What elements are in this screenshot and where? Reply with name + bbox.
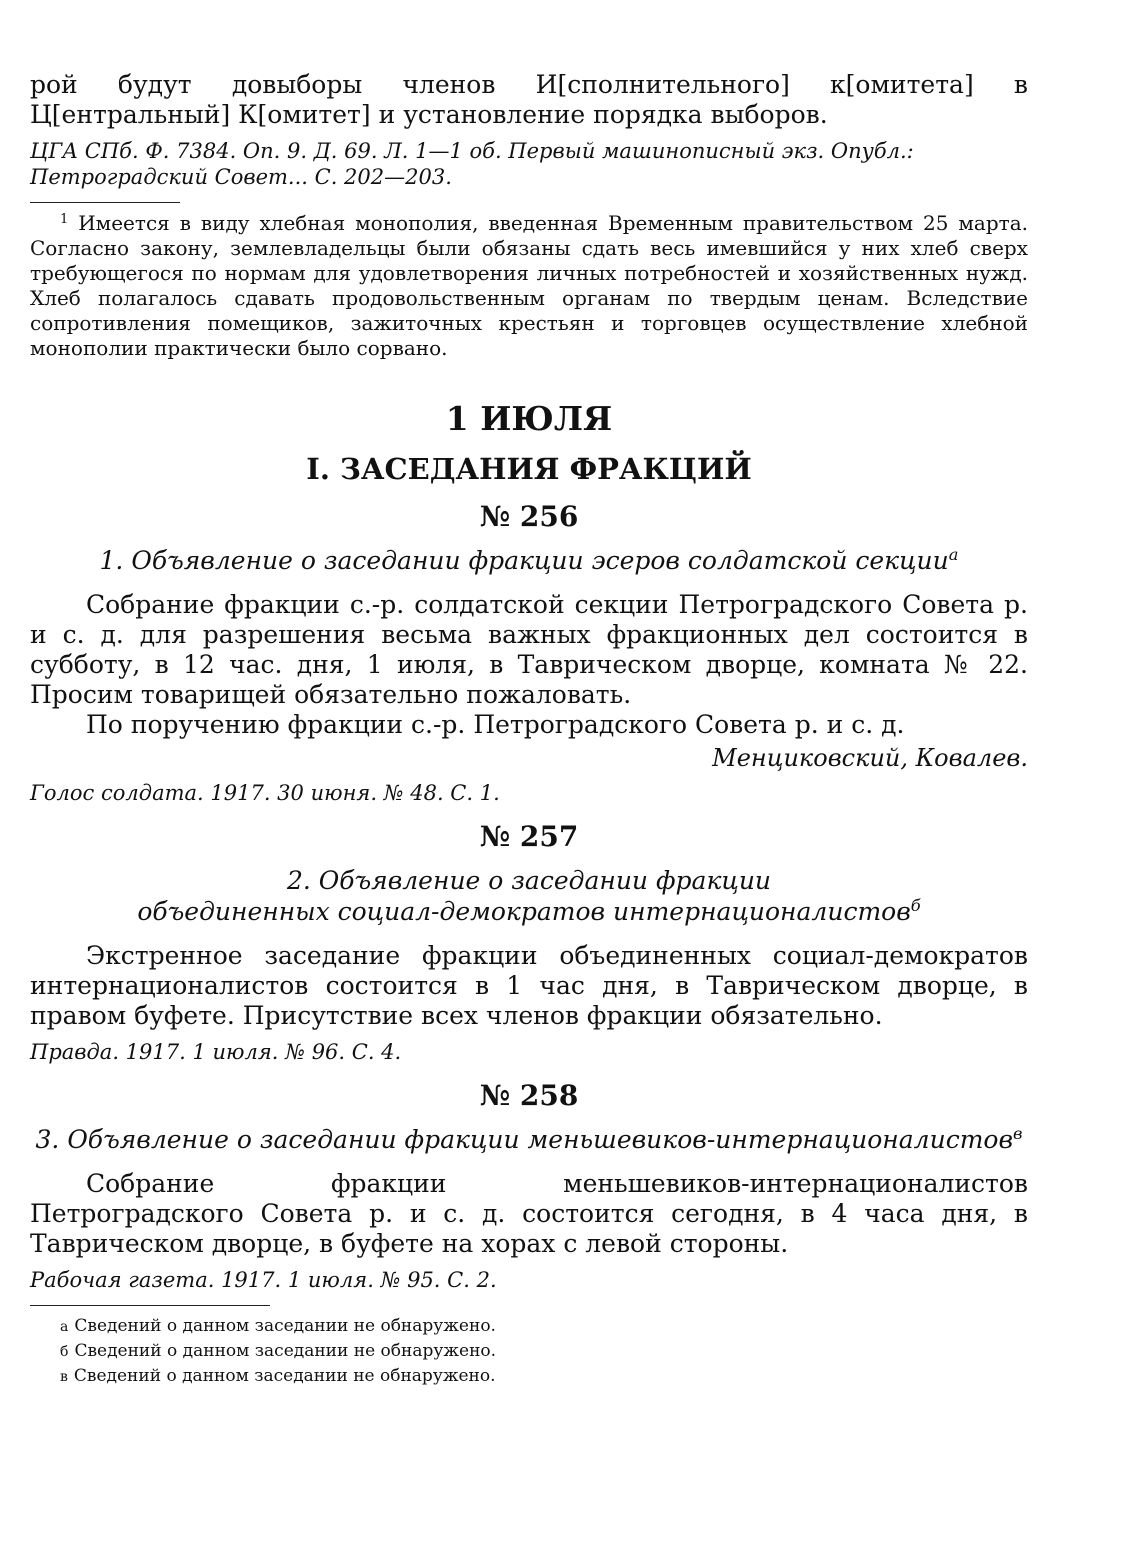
footnote-1-marker: 1 bbox=[60, 211, 69, 227]
footnote-1 bbox=[30, 211, 1028, 361]
footnote-1-text: Имеется в виду хлебная монополия, введенная Временным правительством 25 марта. Согласно закону, землевладельцы были обязаны сдать весь имевшийся у них хлеб сверх требующегося по нормам для удовлетворения личных потребностей и хозяйственных нужд. Хлеб полагалось сдавать продовольственным органам по твердым ценам. Вследствие сопротивления помещиков, зажиточных крестьян и торговцев осуществление хлебной монополии практически было сорвано. bbox=[30, 211, 1029, 360]
note-c bbox=[30, 1364, 1028, 1389]
doc-257-number: № 257 bbox=[479, 820, 579, 853]
doc-256-title-text: 1. Объявление о заседании фракции эсеров солдатской секции bbox=[99, 546, 949, 575]
intro-paragraph: рой будут довыборы членов И[сполнительного] к[омитета] в Ц[ентральный] К[омитет] и установление порядка выборов. bbox=[30, 70, 1028, 129]
note-b bbox=[30, 1339, 1028, 1364]
doc-256-title bbox=[30, 545, 1028, 576]
doc-256-signature: Менциковский, Ковалев. bbox=[712, 744, 1028, 772]
doc-258-number: № 258 bbox=[479, 1079, 579, 1112]
doc-257-source: Правда. 1917. 1 июля. № 96. С. 4. bbox=[30, 1040, 402, 1064]
footnote-divider bbox=[30, 202, 180, 203]
doc-257-title-line2: объединенных социал-демократов интернационалистов bbox=[137, 897, 911, 926]
note-a bbox=[30, 1314, 1028, 1339]
doc-258-source: Рабочая газета. 1917. 1 июля. № 95. С. 2. bbox=[30, 1268, 497, 1292]
doc-256-title-marker: а bbox=[948, 545, 959, 565]
doc-258-title-marker: в bbox=[1013, 1124, 1023, 1144]
doc-257-title-line1: 2. Объявление о заседании фракции bbox=[286, 866, 772, 895]
notes-divider bbox=[30, 1305, 270, 1306]
note-c-text: Сведений о данном заседании не обнаружено. bbox=[73, 1366, 496, 1386]
note-b-text: Сведений о данном заседании не обнаружено. bbox=[74, 1341, 497, 1361]
doc-257-title bbox=[30, 865, 1028, 927]
note-b-marker: б bbox=[60, 1344, 69, 1360]
doc-256-paragraph-1: Собрание фракции с.-р. солдатской секции Петроградского Совета р. и с. д. для разрешения весьма важных фракционных дел состоится в субботу, в 12 час. дня, 1 июля, в Таврическом дворце, комната № 22. Просим товарищей обязательно пожаловать. bbox=[30, 590, 1028, 709]
intro-source: ЦГА СПб. Ф. 7384. Оп. 9. Д. 69. Л. 1—1 об. Первый машинописный экз. Опубл.: Петроградский Совет... С. 202—203. bbox=[30, 139, 914, 189]
doc-258-title-text: 3. Объявление о заседании фракции меньшевиков-интернационалистов bbox=[35, 1125, 1014, 1154]
doc-257-paragraph-1: Экстренное заседание фракции объединенных социал-демократов интернационалистов состоится в 1 час дня, в Таврическом дворце, в правом буфете. Присутствие всех членов фракции обязательно. bbox=[30, 941, 1028, 1030]
section-heading: I. ЗАСЕДАНИЯ ФРАКЦИЙ bbox=[306, 452, 752, 486]
note-a-text: Сведений о данном заседании не обнаружено. bbox=[74, 1316, 496, 1336]
doc-256-number: № 256 bbox=[479, 500, 579, 533]
note-c-marker: в bbox=[60, 1369, 68, 1385]
doc-256-paragraph-2: По поручению фракции с.-р. Петроградского Совета р. и с. д. bbox=[86, 710, 905, 739]
doc-256-source: Голос солдата. 1917. 30 июня. № 48. С. 1. bbox=[30, 781, 500, 805]
date-heading: 1 ИЮЛЯ bbox=[445, 399, 613, 438]
doc-258-paragraph-1: Собрание фракции меньшевиков-интернационалистов Петроградского Совета р. и с. д. состоится сегодня, в 4 часа дня, в Таврическом дворце, в буфете на хорах с левой стороны. bbox=[30, 1169, 1028, 1258]
editorial-notes bbox=[30, 1314, 1028, 1389]
doc-257-title-marker: б bbox=[910, 896, 921, 916]
note-a-marker: а bbox=[60, 1319, 69, 1335]
doc-258-title bbox=[30, 1124, 1028, 1155]
